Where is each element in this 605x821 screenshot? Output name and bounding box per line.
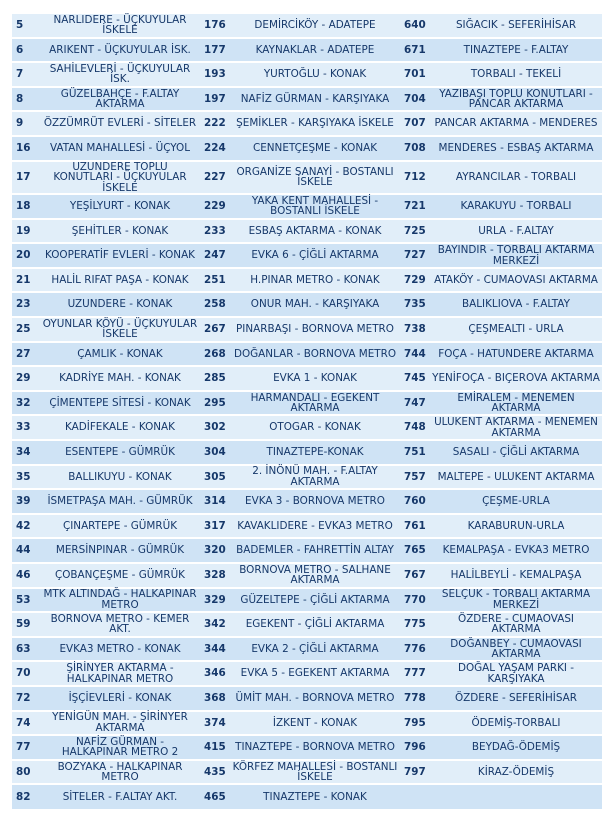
- route-number: 23: [12, 292, 40, 317]
- route-number: 18: [12, 194, 40, 219]
- bus-route-table: [12, 12, 602, 809]
- table-row: [12, 243, 602, 268]
- route-name: EVKA 1 - KONAK: [230, 366, 400, 391]
- route-name: BAYINDIR - TORBALI AKTARMA MERKEZİ: [430, 243, 602, 268]
- route-number: 25: [12, 317, 40, 342]
- route-name: NAFİZ GÜRMAN - KARŞIYAKA: [230, 87, 400, 112]
- route-number: 328: [200, 563, 230, 588]
- route-name: KOOPERATİF EVLERİ - KONAK: [40, 243, 200, 268]
- route-name: GÜZELBAHÇE - F.ALTAY AKTARMA: [40, 87, 200, 112]
- route-number: 796: [400, 735, 430, 760]
- route-number: 251: [200, 268, 230, 293]
- route-name: EGEKENT - ÇİĞLİ AKTARMA: [230, 612, 400, 637]
- route-name: EMİRALEM - MENEMEN AKTARMA: [430, 391, 602, 416]
- route-number: 757: [400, 465, 430, 490]
- route-name: ÖDEMİŞ-TORBALI: [430, 711, 602, 736]
- route-number: 77: [12, 735, 40, 760]
- table-row: [12, 219, 602, 244]
- route-name: ÇOBANÇEŞME - GÜMRÜK: [40, 563, 200, 588]
- route-name: KAVAKLIDERE - EVKA3 METRO: [230, 514, 400, 539]
- route-number: [400, 784, 430, 809]
- route-name: OTOGAR - KONAK: [230, 415, 400, 440]
- table-row: [12, 194, 602, 219]
- route-name: ŞEMİKLER - KARŞIYAKA İSKELE: [230, 111, 400, 136]
- route-name: FOÇA - HATUNDERE AKTARMA: [430, 342, 602, 367]
- route-number: 314: [200, 489, 230, 514]
- route-name: KADİFEKALE - KONAK: [40, 415, 200, 440]
- route-name: AYRANCILAR - TORBALI: [430, 161, 602, 195]
- route-number: 193: [200, 62, 230, 87]
- table-row: [12, 87, 602, 112]
- route-name: YENİGÜN MAH. - ŞİRİNYER AKTARMA: [40, 711, 200, 736]
- route-name: ARIKENT - ÜÇKUYULAR İSK.: [40, 38, 200, 63]
- table-row: [12, 489, 602, 514]
- route-name: DOĞANLAR - BORNOVA METRO: [230, 342, 400, 367]
- route-name: ŞEHİTLER - KONAK: [40, 219, 200, 244]
- table-row: [12, 38, 602, 63]
- route-name: PANCAR AKTARMA - MENDERES: [430, 111, 602, 136]
- route-number: 17: [12, 161, 40, 195]
- route-number: 797: [400, 760, 430, 785]
- route-number: 20: [12, 243, 40, 268]
- route-number: 82: [12, 784, 40, 809]
- route-number: 222: [200, 111, 230, 136]
- route-number: 7: [12, 62, 40, 87]
- route-name: TINAZTEPE-KONAK: [230, 440, 400, 465]
- route-number: 9: [12, 111, 40, 136]
- route-number: 197: [200, 87, 230, 112]
- table-row: [12, 415, 602, 440]
- route-name: ESENTEPE - GÜMRÜK: [40, 440, 200, 465]
- route-name: KEMALPAŞA - EVKA3 METRO: [430, 538, 602, 563]
- route-name: MERSİNPINAR - GÜMRÜK: [40, 538, 200, 563]
- route-name: SİTELER - F.ALTAY AKT.: [40, 784, 200, 809]
- table-row: [12, 111, 602, 136]
- route-number: 701: [400, 62, 430, 87]
- route-number: 761: [400, 514, 430, 539]
- route-name: TINAZTEPE - KONAK: [230, 784, 400, 809]
- route-name: ATAKÖY - CUMAOVASI AKTARMA: [430, 268, 602, 293]
- route-number: 738: [400, 317, 430, 342]
- table-row: [12, 268, 602, 293]
- table-row: [12, 366, 602, 391]
- table-row: [12, 784, 602, 809]
- route-number: 46: [12, 563, 40, 588]
- route-name: EVKA 2 - ÇİĞLİ AKTARMA: [230, 637, 400, 662]
- route-number: 29: [12, 366, 40, 391]
- route-name: YAKA KENT MAHALLESİ - BOSTANLI İSKELE: [230, 194, 400, 219]
- table-row: [12, 760, 602, 785]
- table-row: [12, 391, 602, 416]
- route-name: OYUNLAR KÖYÜ - ÜÇKUYULAR İSKELE: [40, 317, 200, 342]
- table-row: [12, 735, 602, 760]
- route-number: 748: [400, 415, 430, 440]
- route-name: SELÇUK - TORBALI AKTARMA MERKEZİ: [430, 588, 602, 613]
- table-row: [12, 161, 602, 195]
- route-name: KÖRFEZ MAHALLESİ - BOSTANLI İSKELE: [230, 760, 400, 785]
- table-row: [12, 563, 602, 588]
- table-row: [12, 13, 602, 38]
- route-name: GÜZELTEPE - ÇİĞLİ AKTARMA: [230, 588, 400, 613]
- route-name: İSMETPAŞA MAH. - GÜMRÜK: [40, 489, 200, 514]
- route-name: PINARBAŞI - BORNOVA METRO: [230, 317, 400, 342]
- route-name: UZUNDERE TOPLU KONUTLARI - ÜÇKUYULAR İSKELE: [40, 161, 200, 195]
- route-number: 760: [400, 489, 430, 514]
- table-row: [12, 292, 602, 317]
- route-name: ÇEŞME-URLA: [430, 489, 602, 514]
- route-number: 258: [200, 292, 230, 317]
- route-number: 735: [400, 292, 430, 317]
- route-name: DOĞAL YAŞAM PARKI - KARŞIYAKA: [430, 661, 602, 686]
- route-number: 224: [200, 136, 230, 161]
- table-row: [12, 661, 602, 686]
- route-number: 39: [12, 489, 40, 514]
- route-number: 415: [200, 735, 230, 760]
- route-number: 712: [400, 161, 430, 195]
- route-name: HALİLBEYLİ - KEMALPAŞA: [430, 563, 602, 588]
- route-name: URLA - F.ALTAY: [430, 219, 602, 244]
- route-number: 177: [200, 38, 230, 63]
- route-number: 342: [200, 612, 230, 637]
- route-name: MENDERES - ESBAŞ AKTARMA: [430, 136, 602, 161]
- route-number: 247: [200, 243, 230, 268]
- route-name: BALLIKUYU - KONAK: [40, 465, 200, 490]
- route-name: MTK ALTINDAĞ - HALKAPINAR METRO: [40, 588, 200, 613]
- route-number: 747: [400, 391, 430, 416]
- route-name: BORNOVA METRO - SALHANE AKTARMA: [230, 563, 400, 588]
- route-number: 346: [200, 661, 230, 686]
- route-number: 53: [12, 588, 40, 613]
- route-name: YAZIBAŞI TOPLU KONUTLARI - PANCAR AKTARMA: [430, 87, 602, 112]
- route-name: ŞİRİNYER AKTARMA - HALKAPINAR METRO: [40, 661, 200, 686]
- route-number: 302: [200, 415, 230, 440]
- route-name: KADRİYE MAH. - KONAK: [40, 366, 200, 391]
- route-number: 33: [12, 415, 40, 440]
- route-name: HARMANDALI - EGEKENT AKTARMA: [230, 391, 400, 416]
- route-number: 640: [400, 13, 430, 38]
- route-number: 704: [400, 87, 430, 112]
- route-name: ÖZZÜMRÜT EVLERİ - SİTELER: [40, 111, 200, 136]
- route-name: [430, 784, 602, 809]
- route-number: 320: [200, 538, 230, 563]
- route-number: 233: [200, 219, 230, 244]
- table-row: [12, 612, 602, 637]
- table-row: [12, 588, 602, 613]
- route-name: KARAKUYU - TORBALI: [430, 194, 602, 219]
- route-number: 5: [12, 13, 40, 38]
- route-number: 267: [200, 317, 230, 342]
- route-name: KAYNAKLAR - ADATEPE: [230, 38, 400, 63]
- route-name: EVKA3 METRO - KONAK: [40, 637, 200, 662]
- route-name: YURTOĞLU - KONAK: [230, 62, 400, 87]
- route-number: 19: [12, 219, 40, 244]
- route-name: BORNOVA METRO - KEMER AKT.: [40, 612, 200, 637]
- route-table-body: [12, 13, 602, 809]
- route-number: 21: [12, 268, 40, 293]
- route-number: 368: [200, 686, 230, 711]
- route-name: BALIKLIOVA - F.ALTAY: [430, 292, 602, 317]
- route-name: ÖZDERE - SEFERİHİSAR: [430, 686, 602, 711]
- route-name: İZKENT - KONAK: [230, 711, 400, 736]
- route-table-container: [12, 12, 602, 809]
- route-name: KARABURUN-URLA: [430, 514, 602, 539]
- route-name: MALTEPE - ULUKENT AKTARMA: [430, 465, 602, 490]
- route-name: NARLIDERE - ÜÇKUYULAR İSKELE: [40, 13, 200, 38]
- route-number: 317: [200, 514, 230, 539]
- table-row: [12, 514, 602, 539]
- route-number: 707: [400, 111, 430, 136]
- route-name: 2. İNÖNÜ MAH. - F.ALTAY AKTARMA: [230, 465, 400, 490]
- route-name: ÜMİT MAH. - BORNOVA METRO: [230, 686, 400, 711]
- route-name: SIĞACIK - SEFERİHİSAR: [430, 13, 602, 38]
- route-number: 304: [200, 440, 230, 465]
- route-name: ÖZDERE - CUMAOVASI AKTARMA: [430, 612, 602, 637]
- table-row: [12, 136, 602, 161]
- route-name: BEYDAĞ-ÖDEMİŞ: [430, 735, 602, 760]
- table-row: [12, 440, 602, 465]
- route-number: 59: [12, 612, 40, 637]
- route-number: 727: [400, 243, 430, 268]
- route-name: HALİL RIFAT PAŞA - KONAK: [40, 268, 200, 293]
- route-name: CENNETÇEŞME - KONAK: [230, 136, 400, 161]
- route-number: 27: [12, 342, 40, 367]
- route-number: 344: [200, 637, 230, 662]
- route-name: ÇINARTEPE - GÜMRÜK: [40, 514, 200, 539]
- route-name: ESBAŞ AKTARMA - KONAK: [230, 219, 400, 244]
- table-row: [12, 342, 602, 367]
- route-number: 8: [12, 87, 40, 112]
- route-number: 35: [12, 465, 40, 490]
- route-name: UZUNDERE - KONAK: [40, 292, 200, 317]
- table-row: [12, 465, 602, 490]
- route-name: TINAZTEPE - BORNOVA METRO: [230, 735, 400, 760]
- route-name: BADEMLER - FAHRETTİN ALTAY: [230, 538, 400, 563]
- route-number: 268: [200, 342, 230, 367]
- route-number: 767: [400, 563, 430, 588]
- route-number: 776: [400, 637, 430, 662]
- route-number: 777: [400, 661, 430, 686]
- route-name: İŞÇİEVLERİ - KONAK: [40, 686, 200, 711]
- route-name: TINAZTEPE - F.ALTAY: [430, 38, 602, 63]
- route-number: 329: [200, 588, 230, 613]
- route-name: VATAN MAHALLESİ - ÜÇYOL: [40, 136, 200, 161]
- route-number: 751: [400, 440, 430, 465]
- route-name: SAHİLEVLERİ - ÜÇKUYULAR İSK.: [40, 62, 200, 87]
- route-number: 465: [200, 784, 230, 809]
- route-number: 34: [12, 440, 40, 465]
- route-number: 374: [200, 711, 230, 736]
- route-name: EVKA 3 - BORNOVA METRO: [230, 489, 400, 514]
- route-number: 729: [400, 268, 430, 293]
- route-name: DEMİRCİKÖY - ADATEPE: [230, 13, 400, 38]
- route-number: 229: [200, 194, 230, 219]
- route-name: ULUKENT AKTARMA - MENEMEN AKTARMA: [430, 415, 602, 440]
- route-number: 70: [12, 661, 40, 686]
- route-number: 795: [400, 711, 430, 736]
- route-number: 16: [12, 136, 40, 161]
- route-number: 44: [12, 538, 40, 563]
- table-row: [12, 637, 602, 662]
- route-number: 42: [12, 514, 40, 539]
- route-name: YEŞİLYURT - KONAK: [40, 194, 200, 219]
- route-number: 778: [400, 686, 430, 711]
- route-name: NAFİZ GÜRMAN - HALKAPINAR METRO 2: [40, 735, 200, 760]
- route-number: 6: [12, 38, 40, 63]
- route-name: ÇEŞMEALTI - URLA: [430, 317, 602, 342]
- table-row: [12, 686, 602, 711]
- route-number: 74: [12, 711, 40, 736]
- table-row: [12, 538, 602, 563]
- route-name: ÇİMENTEPE SİTESİ - KONAK: [40, 391, 200, 416]
- route-name: ONUR MAH. - KARŞIYAKA: [230, 292, 400, 317]
- route-number: 765: [400, 538, 430, 563]
- route-name: ORGANİZE SANAYİ - BOSTANLI İSKELE: [230, 161, 400, 195]
- table-row: [12, 317, 602, 342]
- route-name: TORBALI - TEKELİ: [430, 62, 602, 87]
- route-number: 435: [200, 760, 230, 785]
- route-name: YENİFOÇA - BIÇEROVA AKTARMA: [430, 366, 602, 391]
- route-name: ÇAMLIK - KONAK: [40, 342, 200, 367]
- route-name: SASALI - ÇİĞLİ AKTARMA: [430, 440, 602, 465]
- route-number: 32: [12, 391, 40, 416]
- route-number: 721: [400, 194, 430, 219]
- route-number: 176: [200, 13, 230, 38]
- route-number: 744: [400, 342, 430, 367]
- route-name: EVKA 6 - ÇİĞLİ AKTARMA: [230, 243, 400, 268]
- table-row: [12, 62, 602, 87]
- route-number: 72: [12, 686, 40, 711]
- route-name: EVKA 5 - EGEKENT AKTARMA: [230, 661, 400, 686]
- route-number: 295: [200, 391, 230, 416]
- route-number: 725: [400, 219, 430, 244]
- table-row: [12, 711, 602, 736]
- route-name: KİRAZ-ÖDEMİŞ: [430, 760, 602, 785]
- route-name: H.PINAR METRO - KONAK: [230, 268, 400, 293]
- route-number: 745: [400, 366, 430, 391]
- route-number: 80: [12, 760, 40, 785]
- route-number: 770: [400, 588, 430, 613]
- route-number: 305: [200, 465, 230, 490]
- route-number: 708: [400, 136, 430, 161]
- route-number: 227: [200, 161, 230, 195]
- route-number: 63: [12, 637, 40, 662]
- route-number: 285: [200, 366, 230, 391]
- route-name: DOĞANBEY - CUMAOVASI AKTARMA: [430, 637, 602, 662]
- route-number: 671: [400, 38, 430, 63]
- route-name: BOZYAKA - HALKAPINAR METRO: [40, 760, 200, 785]
- route-number: 775: [400, 612, 430, 637]
